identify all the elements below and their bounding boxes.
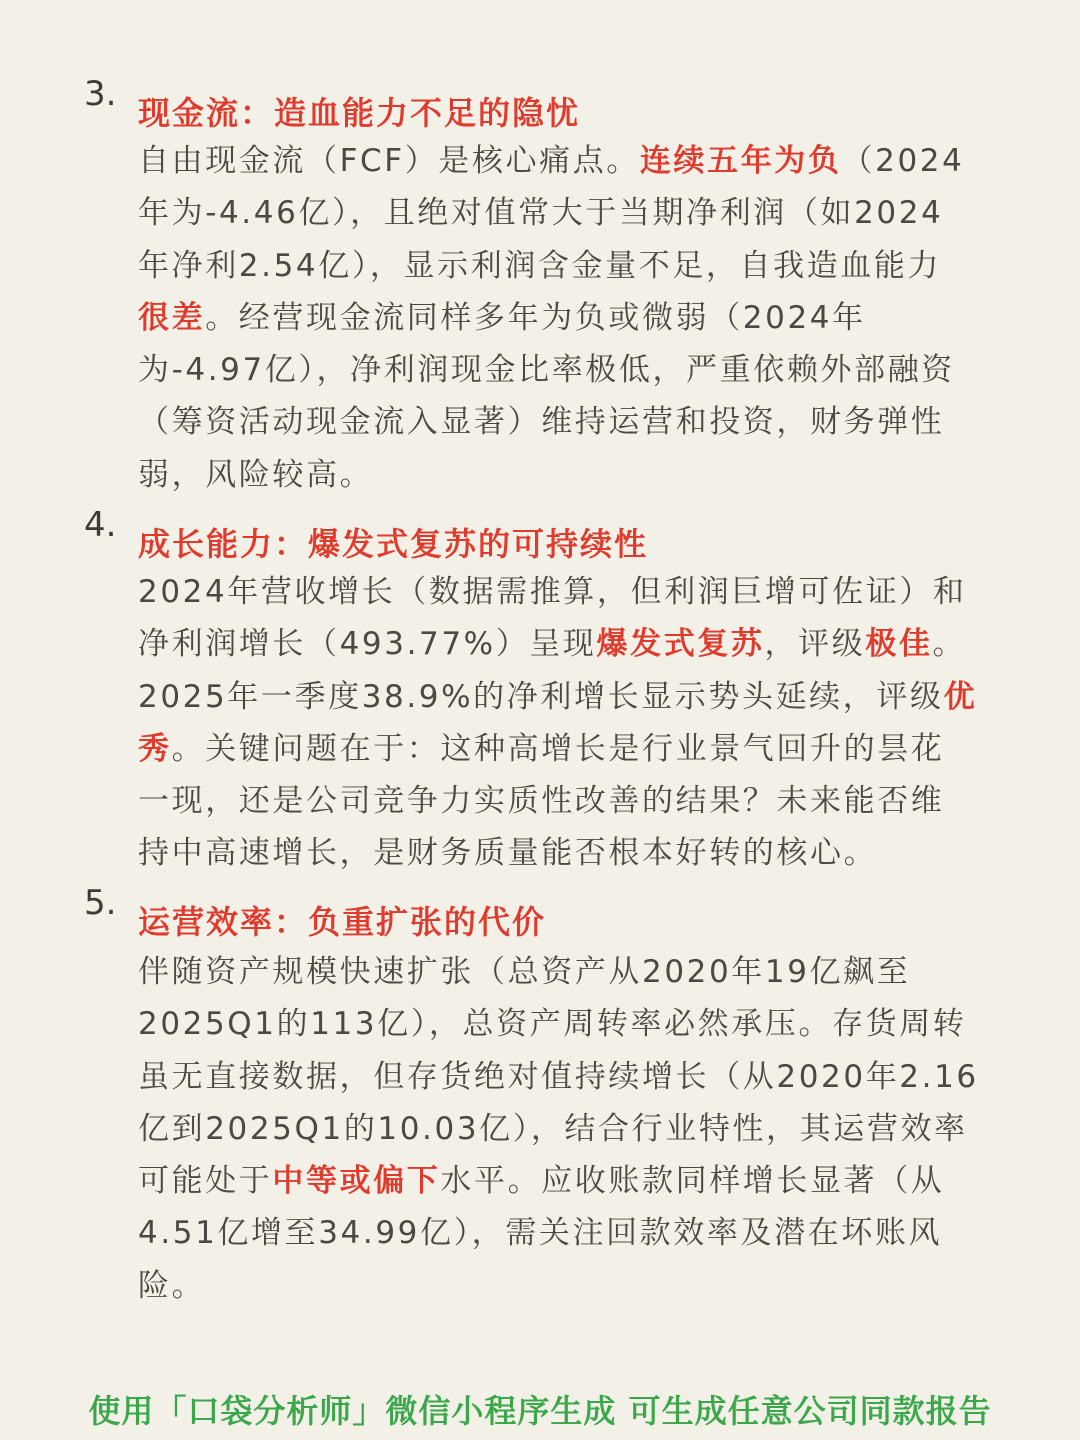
text-line (138, 723, 1018, 775)
body-text: ，评级 (764, 626, 866, 663)
text-line (138, 344, 1018, 396)
body-text: 年为-4.46亿），且绝对值常大于当期净利润（如2024 (138, 195, 944, 232)
highlight-text: 极佳 (865, 626, 933, 663)
body-text: 净利润增长（493.77%）呈现 (138, 626, 597, 663)
highlight-text: 连续五年为负 (639, 143, 842, 179)
body-text: （筹资活动现金流入显著）维持运营和投资，财务弹性 (138, 404, 945, 441)
highlight-text: 秀 (138, 730, 172, 767)
section-number: 5. (84, 883, 117, 923)
body-text: 虽无直接数据，但存货绝对值持续增长（从2020年2.16 (138, 1058, 979, 1095)
text-line (138, 1155, 1018, 1207)
body-text: 2025Q1的113亿），总资产周转率必然承压。存货周转 (138, 1006, 967, 1043)
section-title: 现金流：造血能力不足的隐忧 (138, 94, 581, 132)
body-text: 2024年营收增长（数据需推算，但利润巨增可佐证）和 (138, 574, 967, 610)
body-text: 险。 (138, 1267, 206, 1304)
text-line (138, 135, 1018, 187)
body-text: 为-4.97亿），净利润现金比率极低，严重依赖外部融资 (138, 352, 955, 389)
highlight-text: 爆发式复苏 (596, 626, 765, 663)
text-line (138, 396, 1018, 448)
body-text: 弱，风险较高。 (138, 456, 374, 493)
text-line (138, 1207, 1018, 1259)
text-line (138, 566, 1018, 618)
section-title: 运营效率：负重扩张的代价 (138, 903, 547, 941)
body-text: 可能处于 (138, 1163, 273, 1200)
body-text: 4.51亿增至34.99亿），需关注回款效率及潜在坏账风 (138, 1215, 943, 1252)
body-text: 年净利2.54亿），显示利润含金量不足，自我造血能力 (138, 247, 942, 284)
section-number: 4. (84, 505, 117, 545)
body-text: 伴随资产规模快速扩张（总资产从2020年19亿飙至 (138, 954, 911, 990)
section-body (138, 946, 1018, 1312)
section-title: 成长能力：爆发式复苏的可持续性 (138, 525, 649, 563)
body-text: 自由现金流（FCF）是核心痛点。 (138, 143, 640, 179)
text-line (138, 1260, 1018, 1312)
text-line (138, 240, 1018, 292)
section-body (138, 135, 1018, 501)
text-line (138, 618, 1018, 670)
section-body (138, 566, 1018, 880)
text-line (138, 187, 1018, 239)
text-line (138, 946, 1018, 998)
text-line (138, 449, 1018, 501)
body-text: 2025年一季度38.9%的净利增长显示势头延续，评级 (138, 678, 944, 715)
body-text: 持中高速增长，是财务质量能否根本好转的核心。 (138, 835, 878, 872)
highlight-text: 优 (943, 678, 978, 715)
highlight-text: 中等或偏下 (272, 1163, 441, 1200)
body-text: 水平。应收账款同样增长显著（从 (440, 1163, 945, 1200)
body-text: 一现，还是公司竞争力实质性改善的结果？未来能否维 (138, 783, 945, 820)
text-line (138, 775, 1018, 827)
body-text: 亿到2025Q1的10.03亿），结合行业特性，其运营效率 (138, 1110, 968, 1147)
footer-promo-text: 使用「口袋分析师」微信小程序生成 可生成任意公司同款报告 (88, 1392, 992, 1430)
body-text: （2024 (841, 143, 965, 179)
text-line (138, 1051, 1018, 1103)
text-line (138, 827, 1018, 879)
body-text: 。 (932, 626, 967, 663)
body-text: 。经营现金流同样多年为负或微弱（2024年 (205, 299, 866, 336)
body-text: 。关键问题在于：这种高增长是行业景气回升的昙花 (171, 730, 945, 767)
section-number: 3. (84, 74, 117, 114)
highlight-text: 很差 (138, 299, 206, 336)
text-line (138, 998, 1018, 1050)
text-line (138, 1103, 1018, 1155)
text-line (138, 292, 1018, 344)
text-line (138, 671, 1018, 723)
